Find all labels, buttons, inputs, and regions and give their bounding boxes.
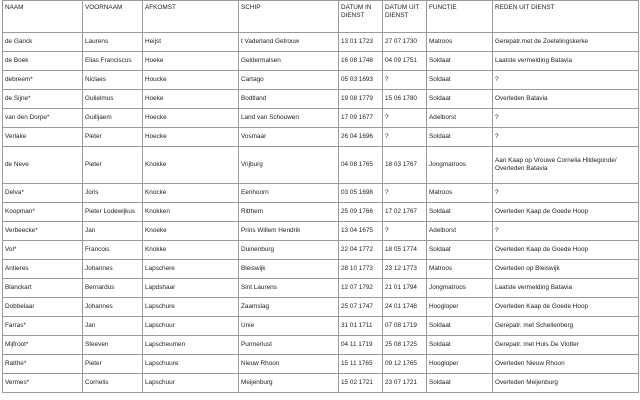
cell-datum-uit: 24 01 1748 [383,298,427,317]
cell-datum-in: 13 01 1723 [339,33,383,52]
cell-reden: Overleden Meijenburg [493,374,639,393]
cell-reden: Overleden Batavia [493,90,639,109]
cell-naam: Dobbelaar [3,298,83,317]
cell-naam: de Sijne* [3,90,83,109]
cell-datum-uit: ? [383,71,427,90]
table-row [3,336,639,355]
cell-functie: Soldaat [427,52,493,71]
cell-schip: Nieuw Rhoon [239,355,339,374]
table-row [3,33,639,52]
cell-naam: Vol* [3,241,83,260]
cell-voornaam: Pieter [83,128,143,147]
header-row [3,1,639,33]
cell-voornaam: Pieter [83,355,143,374]
cell-datum-in: 12 07 1792 [339,279,383,298]
table-row [3,260,639,279]
cell-schip: Sint Laurens [239,279,339,298]
header-naam: NAAM [3,1,83,33]
table-row [3,184,639,203]
cell-datum-uit: 07 08 1719 [383,317,427,336]
cell-functie: Soldaat [427,374,493,393]
header-voornaam: VOORNAAM [83,1,143,33]
cell-voornaam: Bernardus [83,279,143,298]
cell-datum-in: 25 09 1766 [339,203,383,222]
cell-voornaam: Francois [83,241,143,260]
cell-functie: Hoogloper [427,298,493,317]
cell-reden: ? [493,71,639,90]
cell-datum-in: 15 11 1765 [339,355,383,374]
cell-voornaam: Steeven [83,336,143,355]
cell-reden: ? [493,109,639,128]
cell-functie: Soldaat [427,71,493,90]
cell-schip: Meijenburg [239,374,339,393]
cell-functie: Adelborst [427,222,493,241]
cell-afkomst: Knokken [143,203,239,222]
cell-naam: Mijfroot* [3,336,83,355]
cell-datum-in: 25 07 1747 [339,298,383,317]
table-row [3,279,639,298]
cell-afkomst: Knokke [143,241,239,260]
cell-reden: Aan Kaap op Vrouwe Cornelia Hildegonde/ Overleden Batavia [493,147,639,184]
cell-schip: Bleiswijk [239,260,339,279]
cell-datum-in: 04 08 1765 [339,147,383,184]
cell-datum-in: 22 04 1772 [339,241,383,260]
cell-datum-in: 15 02 1721 [339,374,383,393]
table-row [3,71,639,90]
table-row [3,90,639,109]
cell-afkomst: Lapschure [143,298,239,317]
header-functie: FUNCTIE [427,1,493,33]
cell-afkomst: Lapschuure [143,355,239,374]
cell-schip: Prins Willem Hendrik [239,222,339,241]
table-row [3,147,639,184]
cell-afkomst: Lapschuur [143,374,239,393]
cell-reden: ? [493,184,639,203]
cell-datum-uit: 09 12 1765 [383,355,427,374]
cell-datum-uit: 23 12 1773 [383,260,427,279]
cell-afkomst: Hoeke [143,90,239,109]
cell-reden: Overleden op Bleiswijk [493,260,639,279]
cell-functie: Jongmatroos [427,279,493,298]
cell-datum-in: 31 01 1711 [339,317,383,336]
cell-voornaam: Pieter Lodewijkus [83,203,143,222]
cell-functie: Jongmatroos [427,147,493,184]
cell-datum-uit: ? [383,222,427,241]
cell-schip: Duinenburg [239,241,339,260]
cell-datum-uit: ? [383,128,427,147]
cell-functie: Matroos [427,260,493,279]
cell-voornaam: Johannes [83,260,143,279]
cell-naam: Ratthe* [3,355,83,374]
cell-voornaam: Guilljaem [83,109,143,128]
cell-voornaam: Niclaes [83,71,143,90]
cell-voornaam: Pieter [83,147,143,184]
table-row [3,241,639,260]
cell-functie: Soldaat [427,90,493,109]
cell-functie: Soldaat [427,203,493,222]
cell-reden: ? [493,128,639,147]
cell-reden: Gerepatr.met de Zoetelingskerke [493,33,639,52]
cell-functie: Hoogloper [427,355,493,374]
cell-naam: Blanckart [3,279,83,298]
cell-naam: Koopman* [3,203,83,222]
cell-datum-uit: 18 05 1774 [383,241,427,260]
header-schip: SCHIP [239,1,339,33]
cell-functie: Soldaat [427,241,493,260]
table-row [3,222,639,241]
cell-afkomst: Hoecke [143,109,239,128]
cell-afkomst: Lapschere [143,260,239,279]
cell-schip: t Vaderland Getrouw [239,33,339,52]
table-row [3,355,639,374]
cell-datum-in: 03 05 1698 [339,184,383,203]
cell-reden: Overleden Kaap de Goede Hoop [493,298,639,317]
cell-schip: Vrijburg [239,147,339,184]
cell-voornaam: Jan [83,317,143,336]
cell-datum-uit: ? [383,184,427,203]
table-row [3,374,639,393]
cell-datum-in: 13 04 1675 [339,222,383,241]
cell-schip: Eenhoorn [239,184,339,203]
cell-naam: Verbeecke* [3,222,83,241]
cell-naam: de Neve [3,147,83,184]
table-row [3,203,639,222]
cell-afkomst: Hoeke [143,52,239,71]
cell-reden: Overleden Nieuw Rhoon [493,355,639,374]
cell-functie: Soldaat [427,317,493,336]
table-row [3,317,639,336]
header-reden: REDEN UIT DIENST [493,1,639,33]
cell-voornaam: Elias Franciscus [83,52,143,71]
cell-reden: Gerepatr. met Schellenberg [493,317,639,336]
cell-functie: Soldaat [427,128,493,147]
table-row [3,52,639,71]
cell-voornaam: Joris [83,184,143,203]
cell-afkomst: Lapscheumen [143,336,239,355]
cell-schip: Ritthem [239,203,339,222]
cell-afkomst: Knokke [143,147,239,184]
cell-datum-uit: 04 09 1751 [383,52,427,71]
cell-datum-in: 26 04 1696 [339,128,383,147]
cell-datum-uit: ? [383,109,427,128]
cell-voornaam: Cornelis [83,374,143,393]
cell-datum-uit: 17 02 1767 [383,203,427,222]
cell-functie: Matroos [427,33,493,52]
cell-reden: Laatste vermelding Batavia [493,52,639,71]
cell-naam: Vermes* [3,374,83,393]
cell-datum-in: 19 08 1779 [339,90,383,109]
cell-naam: de Boek [3,52,83,71]
cell-reden: Laatste vermelding Batavia [493,279,639,298]
cell-schip: Cartago [239,71,339,90]
cell-schip: Unie [239,317,339,336]
cell-reden: Gerepatr. met Huis De Vlotter [493,336,639,355]
header-afkomst: AFKOMST [143,1,239,33]
cell-schip: Land van Schouwen [239,109,339,128]
cell-functie: Soldaat [427,336,493,355]
cell-reden: Overleden Kaap de Goede Hoop [493,203,639,222]
table-body [3,33,639,393]
cell-datum-in: 28 10 1773 [339,260,383,279]
personnel-table [2,0,639,393]
cell-afkomst: Knocke [143,184,239,203]
cell-datum-in: 04 11 1719 [339,336,383,355]
cell-naam: van den Dorpe* [3,109,83,128]
cell-functie: Adelborst [427,109,493,128]
cell-datum-uit: 21 01 1794 [383,279,427,298]
cell-datum-in: 05 03 1693 [339,71,383,90]
cell-afkomst: Lapschuur [143,317,239,336]
cell-voornaam: Gulielmus [83,90,143,109]
cell-reden: Overleden Kaap de Goede Hoop [493,241,639,260]
table-row [3,298,639,317]
cell-datum-in: 17 09 1677 [339,109,383,128]
cell-voornaam: Johannes [83,298,143,317]
cell-naam: Verlake [3,128,83,147]
cell-datum-uit: 15 06 1780 [383,90,427,109]
table-row [3,128,639,147]
cell-datum-uit: 18 03 1767 [383,147,427,184]
cell-schip: Zaamslag [239,298,339,317]
cell-naam: Farras* [3,317,83,336]
cell-datum-uit: 25 08 1725 [383,336,427,355]
cell-schip: Bodtland [239,90,339,109]
cell-voornaam: Laurens [83,33,143,52]
cell-naam: debreem* [3,71,83,90]
cell-schip: Purmerlust [239,336,339,355]
cell-datum-uit: 23 07 1721 [383,374,427,393]
cell-afkomst: Heijst [143,33,239,52]
cell-afkomst: Hoecke [143,128,239,147]
table-row [3,109,639,128]
header-datum-in: DATUM IN DIENST [339,1,383,33]
cell-functie: Matroos [427,184,493,203]
cell-datum-uit: 27 07 1730 [383,33,427,52]
cell-naam: Antieres [3,260,83,279]
cell-naam: Delva* [3,184,83,203]
cell-naam: de Ganck [3,33,83,52]
cell-voornaam: Jan [83,222,143,241]
cell-datum-in: 16 08 1748 [339,52,383,71]
cell-afkomst: Houcke [143,71,239,90]
cell-reden: ? [493,222,639,241]
cell-afkomst: Lapdshaar [143,279,239,298]
cell-schip: Geldermalsen [239,52,339,71]
cell-afkomst: Knoeke [143,222,239,241]
header-datum-uit: DATUM UIT DIENST [383,1,427,33]
cell-schip: Vosmaar [239,128,339,147]
